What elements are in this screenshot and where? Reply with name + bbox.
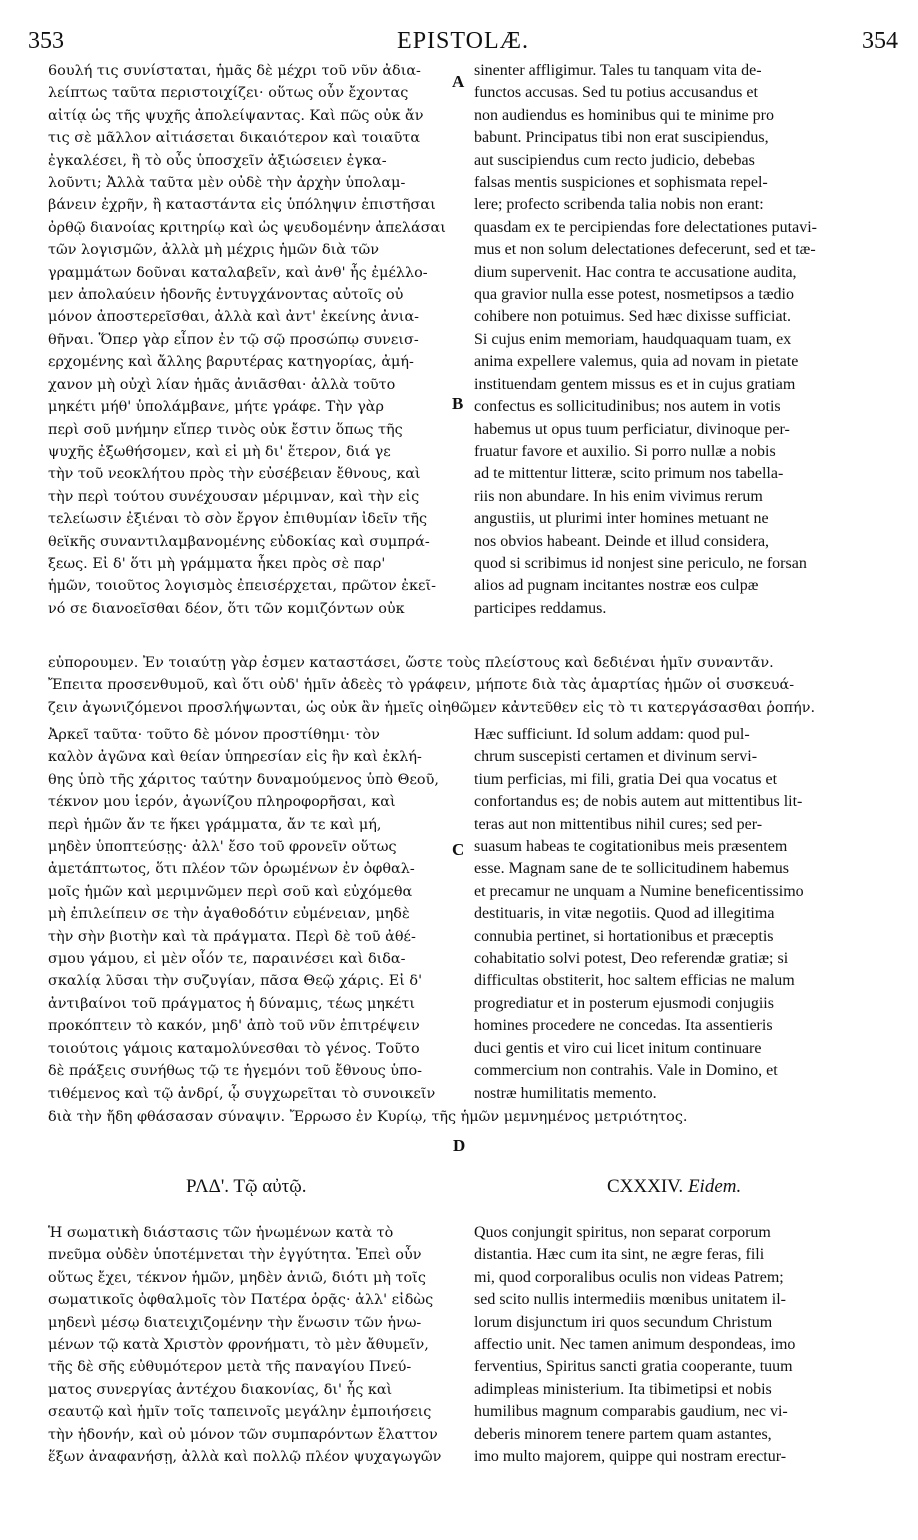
greek-text-line: ματος συνεργίας ἀντέχου διακονίας, δι' ἧς καὶ xyxy=(48,1381,393,1398)
latin-text-line: fruatur favore et auxilio. Si porro nullæ a nobis xyxy=(474,442,776,460)
greek-text-line: πνεῦμα οὐδὲν ὑποτέμνεται τὴν ἐγγύτητα. Ἐπεὶ οὖν xyxy=(48,1247,422,1264)
greek-text-line: ἡμῶν, τοιοῦτος λογισμὸς ἐπεισέρχεται, πρῶτον ἐκεῖ- xyxy=(48,578,436,595)
latin-text-line: qua gravior nulla esse potest, nosmetipsos a tædio xyxy=(474,286,794,304)
greek-text-line: ψυχῆς ἐξωθήσομεν, καὶ εἰ μὴ δι' ἕτερον, διά γε xyxy=(48,443,391,460)
section3-latin-column xyxy=(474,1222,896,1468)
greek-text-line: θης ὑπὸ τῆς χάριτος ταύτην δυναμούμενος ὑπὸ Θεοῦ, xyxy=(48,771,439,788)
latin-text-line: riis non abundare. In his enim vivimus rerum xyxy=(474,487,763,505)
latin-text-line: quasdam ex te percipiendas fore delectationes putavi- xyxy=(474,218,817,236)
greek-text-line: τιθέμενος καὶ τῷ ἀνδρί, ᾧ συγχωρεῖται τὸ συνοικεῖν xyxy=(48,1085,436,1102)
page-number-right: 354 xyxy=(862,28,898,54)
latin-title-recipient: Eidem. xyxy=(687,1176,742,1197)
greek-text-line: ἀμετάπτωτος, ὅτι πλέον τῶν ὁρωμένων ἐν ὀφθαλ- xyxy=(48,861,415,878)
latin-text-line: cohabitatio solvi potest, Deo referendæ gratiæ; si xyxy=(474,950,789,968)
greek-text-line: εὐπορουμεν. Ἐν τοιαύτῃ γὰρ ἐσμεν καταστάσει, ὥστε τοὺς πλείστους καὶ δεδιέναι ἡμῖν συναντᾶν. xyxy=(48,655,774,671)
running-title: EPISTOLÆ. xyxy=(397,28,529,54)
greek-text-line: σωματικοῖς ὀφθαλμοῖς τὸν Πατέρα ὁρᾷς· ἀλλ' εἰδὼς xyxy=(48,1292,434,1309)
latin-text-line: suasum habeas te cogitationibus meis præsentem xyxy=(474,838,788,856)
closing-line: διὰ τὴν ἤδη φθάσασαν σύναψιν. Ἔρρωσο ἐν Κυρίῳ, τῆς ἡμῶν μεμνημένος μετριότητος. xyxy=(48,1109,688,1125)
greek-text-line: μόνον ἀποστερεῖσθαι, ἀλλὰ καὶ ἀντ' ἐκείνης ἀνια- xyxy=(48,309,420,326)
full-width-passage xyxy=(48,652,896,719)
margin-marker-c: C xyxy=(452,840,465,859)
greek-text-line: Ἀρκεῖ ταῦτα· τοῦτο δὲ μόνον προστίθημι· τὸν xyxy=(48,727,380,743)
latin-title-number: CXXXIV. xyxy=(607,1176,684,1197)
greek-text-line: τελείωσιν ἐξιέναι τὸ σὸν ἔργον ἐπιθυμίαν ἰδεῖν τῆς xyxy=(48,511,428,528)
latin-text-line: tium perficias, mi fili, gratia Dei qua vocatus et xyxy=(474,770,778,788)
latin-text-line: non audiendus es hominibus qui te minime pro xyxy=(474,106,774,124)
latin-text-line: difficultas obstiterit, hoc saltem efficias ne malum xyxy=(474,972,795,990)
greek-text-line: λείπτως ταῦτα περιστοιχίζει· οὕτως οὖν ἔχοντας xyxy=(48,85,409,102)
greek-text-line: ὀρθῷ διανοίας κριτηρίῳ καὶ ὡς ψευδομένην ἀπελάσαι xyxy=(48,219,446,236)
latin-text-line: chrum suscepisti certamen et divinum servi- xyxy=(474,748,758,766)
greek-text-line: μὴ ἐπιλείπειν σε τὴν ἀγαθοδότιν εὐμένειαν, μηδὲ xyxy=(48,906,410,923)
latin-text-line: affectio unit. Nec tamen animum despondeas, imo xyxy=(474,1336,796,1354)
greek-text-line: μοῖς ἡμῶν καὶ μεριμνῶμεν περὶ σοῦ καὶ εὐχόμεθα xyxy=(48,883,413,900)
latin-text-line: anima expellere valemus, quia ad novam in pietate xyxy=(474,353,799,371)
latin-text-line: teras aut non mittentibus nihil cures; sed per- xyxy=(474,815,763,833)
latin-text-line: duci gentis et viro cui licet initum continuare xyxy=(474,1039,762,1057)
greek-text-line: Ἔπειτα προσενθυμοῦ, καὶ ὅτι οὐδ' ἡμῖν ἀδεὲς τὸ γράφειν, μήποτε διὰ τὰς ἁμαρτίας ἡμῶν οἱ συσκευά- xyxy=(48,677,795,694)
greek-text-line: μηδενὶ μέσῳ διατειχιζομένην τὴν ἕνωσιν τῶν ἡνω- xyxy=(48,1314,422,1331)
greek-text-line: τὴν σὴν βιοτὴν καὶ τὰ πράγματα. Περὶ δὲ τοῦ ἀθέ- xyxy=(48,928,416,945)
latin-text-line: commercium non contrahis. Vale in Domino, et xyxy=(474,1062,778,1080)
greek-text-line: δὲ πράξεις συνήθως τῷ τε ἡγεμόνι τοῦ ἔθνους ὑπο- xyxy=(48,1063,423,1080)
latin-text-line: confortandus es; de nobis autem aut mittentibus lit- xyxy=(474,793,803,811)
latin-text-line: falsas mentis suspiciones et sophismata repel- xyxy=(474,174,768,192)
page-header xyxy=(28,28,898,62)
greek-text-line: θῆναι. Ὅπερ γὰρ εἶπον ἐν τῷ σῷ προσώπῳ συνεισ- xyxy=(48,331,419,348)
greek-text-line: ἐγκαλέσει, ἢ τὸ οὖς ὑποσχεῖν ἀξιώσειεν ἐγκα- xyxy=(48,152,387,169)
latin-text-line: humilibus magnum comparabis gaudium, nec vi- xyxy=(474,1403,788,1421)
latin-text-line: imo multo majorem, quippe qui nostram erectur- xyxy=(474,1448,787,1466)
latin-text-line: nostræ humilitatis memento. xyxy=(474,1084,657,1102)
greek-text-line: τὴν τοῦ νεοκλήτου πρὸς τὴν εὐσέβειαν ἔθνους, καὶ xyxy=(48,466,421,483)
greek-text-line: ἕξων ἀναφανήσῃ, ἀλλὰ καὶ πολλῷ πλέον ψυχαγωγῶν xyxy=(48,1449,442,1466)
latin-text-line: instituendam gentem missus es et in cujus gratiam xyxy=(474,375,796,393)
greek-text-line: τῆς δὲ σῆς εὐθυμότερον μετὰ τῆς παναγίου Πνεύ- xyxy=(48,1359,412,1376)
greek-text-line: θεϊκῆς συναντιλαμβανομένης εὐδοκίας καὶ συμπρά- xyxy=(48,533,430,550)
greek-text-line: τοιούτοις γάμοις καταμολύνεσθαι τὸ γένος. Τοῦτο xyxy=(48,1040,420,1057)
latin-text-line: quod si scribimus id nonjest sine periculo, ne forsan xyxy=(474,554,807,572)
latin-text-line: sinenter affligimur. Tales tu tanquam vita de- xyxy=(474,62,762,79)
latin-text-line: cohibere non potuimus. Sed hæc dixisse sufficiat. xyxy=(474,308,791,326)
greek-text-line: περὶ ἡμῶν ἄν τε ἥκει γράμματα, ἄν τε καὶ μή, xyxy=(48,816,382,833)
latin-text-line: aut suscipiendus cum recto judicio, debebas xyxy=(474,151,755,169)
section1-greek-column xyxy=(48,60,460,620)
latin-text-line: nos obvios habeant. Deinde et illud considera, xyxy=(474,532,770,550)
section1-latin-column xyxy=(474,60,896,620)
latin-text-line: ad te mittentur litteræ, scito primum nos tabella- xyxy=(474,465,784,483)
greek-text-line: νό σε διανοεῖσθαι δέον, ὅτι τῶν κομιζόντων οὐκ xyxy=(48,600,405,617)
margin-marker-b: B xyxy=(452,394,464,413)
latin-text-line: connubia pertinet, si hortationibus et præceptis xyxy=(474,927,774,945)
latin-text-line: adimpleas ministerium. Ita tibimetipsi et nobis xyxy=(474,1380,772,1398)
greek-text-line: Ἡ σωματικὴ διάστασις τῶν ἡνωμένων κατὰ τὸ xyxy=(48,1225,394,1241)
latin-text-line: alios ad pugnam incitantes nostræ eos culpæ xyxy=(474,577,759,595)
greek-text-line: μηκέτι μήθ' ὑπολάμβανε, μήτε γράφε. Τὴν γὰρ xyxy=(48,399,384,416)
greek-text-line: ξεως. Εἰ δ' ὅτι μὴ γράμματα ἧκει πρὸς σὲ παρ' xyxy=(48,555,386,572)
latin-text-line: Hæc sufficiunt. Id solum addam: quod pul- xyxy=(474,726,750,743)
greek-text-line: χανον μὴ οὐχὶ λίαν ἡμᾶς ἀνιᾶσθαι· ἀλλὰ τοῦτο xyxy=(48,376,396,393)
greek-text-line: περὶ σοῦ μνήμην εἴπερ τινὸς οὐκ ἔστιν ὅπως τῆς xyxy=(48,421,403,438)
latin-text-line: Si cujus enim memoriam, haudquaquam tuam, ex xyxy=(474,330,792,348)
greek-text-line: οὕτως ἔχει, τέκνον ἡμῶν, μηδὲν ἀνιῶ, διότι μὴ τοῖς xyxy=(48,1269,426,1286)
latin-text-line: dium supervenit. Hac contra te accusatione audita, xyxy=(474,263,797,281)
latin-text-line: functos accusas. Sed tu potius accusandus et xyxy=(474,84,758,102)
latin-text-line: babunt. Principatus tibi non erat suscipiendus, xyxy=(474,129,769,147)
greek-text-line: βάνειν ἐχρῆν, ἢ καταστάντα εἰς ὑπόληψιν ἐπιστῆσαι xyxy=(48,197,436,214)
latin-text-line: mus et non solum delectationes defecerunt, sed et tæ- xyxy=(474,241,816,259)
greek-text-line: σεαυτῷ καὶ ἡμῖν τοῖς ταπεινοῖς μεγάλην ἐμποιήσεις xyxy=(48,1404,432,1421)
greek-text-line: προκόπτειν τὸ κακόν, μηδ' ἀπὸ τοῦ νῦν ἐπιτρέψειν xyxy=(48,1018,420,1035)
latin-text-line: sed scito nullis intermediis mœnibus unitatem il- xyxy=(474,1291,786,1309)
greek-text-line: τῶν λογισμῶν, ἀλλὰ μὴ μέχρις ἡμῶν διὰ τῶν xyxy=(48,242,379,259)
greek-text-line: γραμμάτων δοῦναι καταλαβεῖν, καὶ ἀνθ' ἧς ἐμέλλο- xyxy=(48,264,428,281)
latin-text-line: habemus ut opus tuum perficiatur, divinoque per- xyxy=(474,420,790,438)
greek-text-line: τὴν περὶ τούτου συνέχουσαν μέριμναν, καὶ τὴν εἰς xyxy=(48,488,420,505)
latin-text-line: confectus es sollicitudinibus; nos autem in votis xyxy=(474,398,781,416)
greek-text-line: ἀντιβαίνοι τοῦ πράγματος ἡ δύναμις, τέως μηκέτι xyxy=(48,995,415,1012)
latin-letter-title xyxy=(607,1176,741,1198)
latin-text-line: lorum disjunctum iri quos secundum Christum xyxy=(474,1313,773,1331)
greek-text-line: ζειν ἀγωνιζόμενοι προσλήψωνται, ὡς οὐκ ἂν ἡμεῖς οἰηθῶμεν κἀντεῦθεν εἰς τὸ τι κατεργάσασθαι ῥοπήν. xyxy=(48,699,816,716)
latin-text-line: et precamur ne unquam a Numine beneficentissimo xyxy=(474,882,804,900)
latin-text-line: angustiis, ut plurimi inter homines metuant ne xyxy=(474,510,769,528)
greek-text-line: ερχομένης καὶ ἄλλης βαρυτέρας κατηγορίας, ἀμή- xyxy=(48,354,414,371)
latin-text-line: deberis minorem tenere partem quam astantes, xyxy=(474,1425,772,1443)
greek-text-line: τέκνον μου ἱερόν, ἀγωνίζου πληροφορῆσαι, καὶ xyxy=(48,794,396,811)
greek-text-line: σκαλίᾳ λῦσαι τὴν συζυγίαν, πᾶσα Θεῷ χάρις. Εἰ δ' xyxy=(48,973,423,990)
greek-text-line: αἰτίᾳ ὡς τῆς ψυχῆς ἀπολείψαντας. Καὶ πῶς οὐκ ἄν xyxy=(48,107,424,124)
margin-marker-d: D xyxy=(453,1136,466,1155)
greek-text-line: λοῦντι; Ἀλλὰ ταῦτα μὲν οὐδὲ τὴν ἀρχὴν ὑπολαμ- xyxy=(48,175,406,192)
latin-text-line: lere; profecto scribenda talia nobis non erant: xyxy=(474,196,764,214)
latin-text-line: mi, quod corporalibus oculis non videas Patrem; xyxy=(474,1268,784,1286)
latin-text-line: homines procedere ne concedas. Ita assentieris xyxy=(474,1017,773,1035)
margin-marker-a: A xyxy=(452,72,465,91)
greek-text-line: καλὸν ἀγῶνα καὶ θείαν ὑπηρεσίαν εἰς ἣν καὶ ἐκλή- xyxy=(48,749,422,766)
latin-text-line: participes reddamus. xyxy=(474,599,607,617)
greek-text-line: μένων τῷ κατὰ Χριστὸν φρονήματι, τὸ μὲν ἄθυμεῖν, xyxy=(48,1337,429,1354)
section3-greek-column xyxy=(48,1222,460,1468)
greek-letter-title: ΡΛΔ'. Τῷ αὐτῷ. xyxy=(186,1176,307,1197)
page-number-left: 353 xyxy=(28,28,64,54)
greek-text-line: μεν ἀπολαύειν ἡδονῆς ἐντυγχάνοντας αὐτοῖς οὐ xyxy=(48,287,404,304)
greek-text-line: μηδὲν ὑποπτεύσῃς· ἀλλ' ἔσο τοῦ φρονεῖν οὕτως xyxy=(48,839,397,856)
latin-text-line: progrediatur et in posterum ejusmodi conjugiis xyxy=(474,994,774,1012)
latin-text-line: distantia. Hæc cum ita sint, ne ægre feras, fili xyxy=(474,1246,765,1264)
greek-text-line: τὴν ἡδονήν, καὶ οὐ μόνον τῶν συμπαρόντων ἔλαττον xyxy=(48,1426,438,1443)
latin-text-line: destituaris, in vitæ negotiis. Quod ad illegitima xyxy=(474,905,775,923)
latin-text-line: Quos conjungit spiritus, non separat corporum xyxy=(474,1224,771,1241)
section2-greek-column xyxy=(48,724,460,1105)
greek-text-line: σμου γάμου, εἰ μὲν οἷόν τε, παραινέσει καὶ διδα- xyxy=(48,951,406,968)
latin-text-line: ferventius, Spiritus sancti gratia cooperante, tuum xyxy=(474,1358,793,1376)
section2-latin-column xyxy=(474,724,896,1105)
latin-text-line: esse. Magnam sane de te sollicitudinem habemus xyxy=(474,860,790,878)
greek-text-line: 6ουλή τις συνίσταται, ἡμᾶς δὲ μέχρι τοῦ νῦν ἀδια- xyxy=(48,63,421,79)
greek-text-line: τις σὲ μᾶλλον αἰτιάσεται δικαιότερον καὶ τοιαῦτα xyxy=(48,130,421,147)
